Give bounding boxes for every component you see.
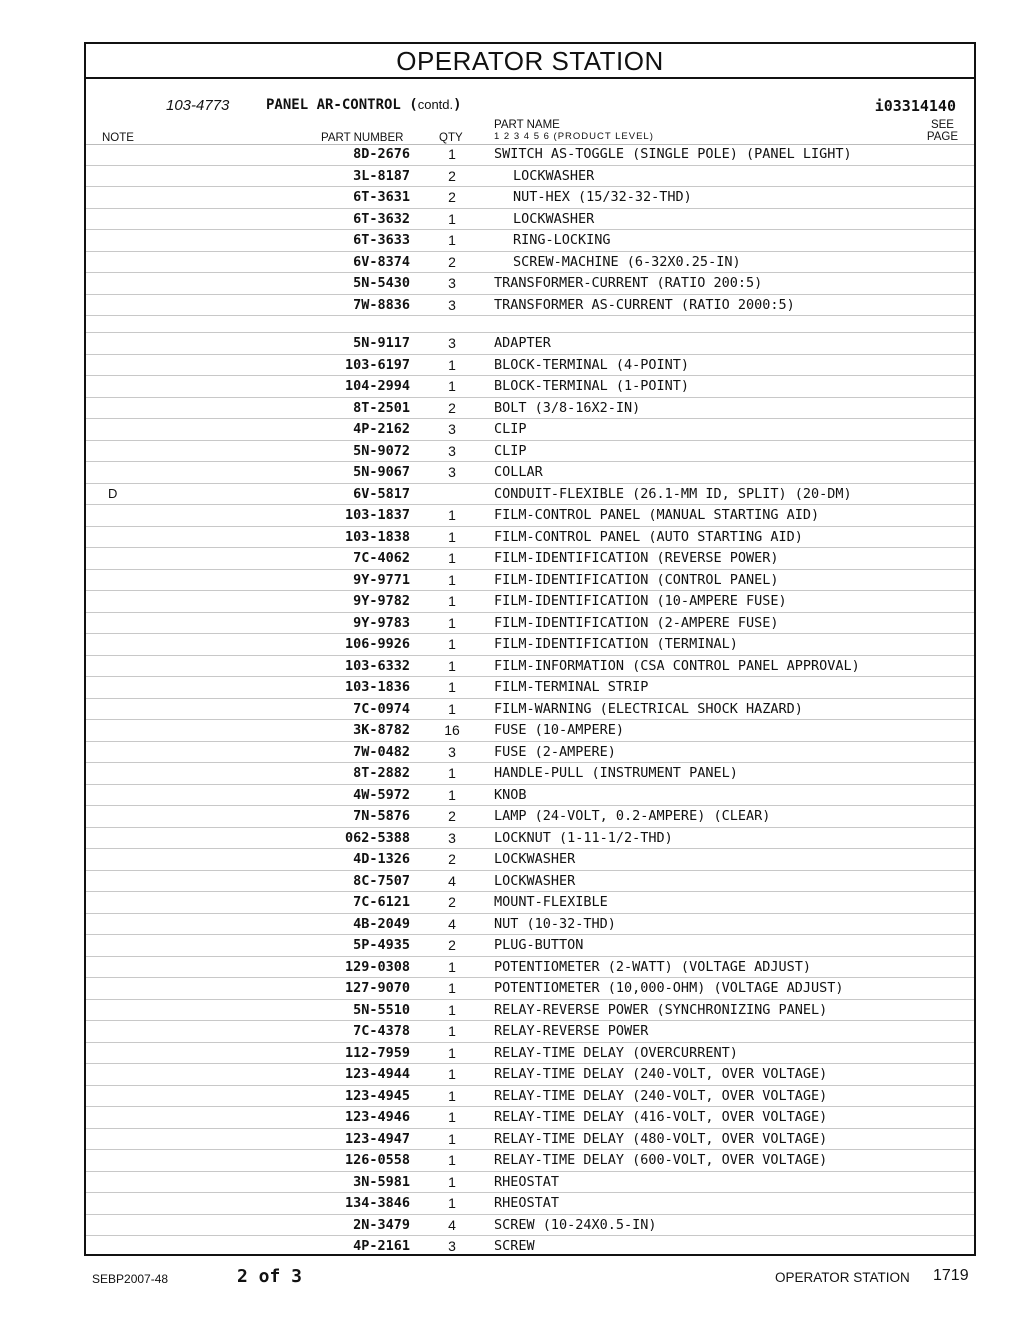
row-qty: 2: [448, 937, 456, 953]
row-part-number: 9Y-9782: [353, 593, 410, 609]
row-part-name: RELAY-TIME DELAY (416-VOLT, OVER VOLTAGE): [494, 1109, 828, 1125]
row-part-number: 3L-8187: [353, 167, 410, 184]
row-qty: 1: [448, 1023, 456, 1039]
row-part-name: RELAY-REVERSE POWER (SYNCHRONIZING PANEL): [494, 1001, 828, 1018]
row-part-number: 134-3846: [344, 1195, 410, 1211]
table-row: [86, 462, 974, 484]
table-row: [86, 1172, 974, 1194]
row-part-number: 5N-5430: [353, 275, 410, 291]
row-note: D: [108, 485, 118, 501]
row-part-number: 6T-3632: [353, 210, 410, 227]
row-part-number: 123-4944: [344, 1066, 410, 1082]
row-part-name: LOCKNUT (1-11-1/2-THD): [494, 829, 673, 846]
col-page: PAGE: [926, 131, 958, 143]
row-part-number: 8C-7507: [353, 872, 410, 889]
footer-section: OPERATOR STATION: [775, 1270, 910, 1285]
row-part-name: RHEOSTAT: [494, 1195, 560, 1211]
row-part-number: 8T-2882: [353, 765, 410, 781]
page-title: OPERATOR STATION: [86, 44, 974, 79]
row-qty: 1: [448, 528, 456, 545]
table-row: [86, 166, 974, 188]
row-part-name: FILM-IDENTIFICATION (10-AMPERE FUSE): [494, 593, 787, 609]
parts-table: [86, 144, 974, 1253]
table-row: [86, 849, 974, 871]
row-qty: 3: [448, 275, 456, 291]
row-part-name: FUSE (10-AMPERE): [494, 722, 625, 738]
row-part-number: 129-0308: [344, 958, 410, 975]
row-qty: 1: [448, 657, 456, 674]
row-part-name: MOUNT-FLEXIBLE: [494, 894, 608, 910]
row-qty: 1: [448, 765, 456, 781]
table-row: [86, 527, 974, 549]
row-part-number: 103-6332: [344, 657, 410, 674]
group-header: [86, 97, 974, 119]
row-qty: 2: [448, 399, 456, 416]
table-row: [86, 828, 974, 850]
table-row: [86, 1150, 974, 1172]
row-part-number: 5N-5510: [353, 1001, 410, 1018]
row-qty: 16: [444, 722, 460, 738]
page-of: 2 of 3: [237, 1266, 303, 1287]
row-part-number: 123-4946: [344, 1109, 410, 1125]
table-row: [86, 1215, 974, 1237]
row-part-number: 127-9070: [344, 980, 410, 996]
table-row: [86, 209, 974, 231]
row-part-number: 062-5388: [344, 829, 410, 846]
table-row: [86, 591, 974, 613]
row-qty: 1: [448, 980, 456, 996]
row-qty: 3: [448, 335, 456, 351]
table-row: [86, 935, 974, 957]
table-row: [86, 333, 974, 355]
table-row: [86, 763, 974, 785]
table-row: [86, 677, 974, 699]
row-part-name: FILM-CONTROL PANEL (MANUAL STARTING AID): [494, 507, 820, 523]
table-row: [86, 699, 974, 721]
row-part-name: SCREW-MACHINE (6-32X0.25-IN): [513, 253, 741, 270]
row-part-number: 4B-2049: [353, 915, 410, 932]
row-qty: 1: [448, 700, 456, 717]
row-qty: 1: [448, 1195, 456, 1211]
table-row: [86, 355, 974, 377]
table-row: [86, 742, 974, 764]
row-part-number: 8T-2501: [353, 399, 410, 416]
table-row: [86, 441, 974, 463]
row-part-name: NUT (10-32-THD): [494, 915, 616, 932]
row-part-name: PLUG-BUTTON: [494, 937, 584, 953]
row-part-name: RELAY-TIME DELAY (240-VOLT, OVER VOLTAGE): [494, 1087, 828, 1104]
table-row: [86, 1193, 974, 1215]
row-part-name: FILM-CONTROL PANEL (AUTO STARTING AID): [494, 528, 803, 545]
table-row: [86, 295, 974, 317]
row-qty: 3: [448, 1238, 456, 1253]
row-part-name: FUSE (2-AMPERE): [494, 743, 616, 760]
row-part-number: 7C-4062: [353, 550, 410, 566]
row-part-number: 2N-3479: [353, 1216, 410, 1233]
row-part-name: RHEOSTAT: [494, 1173, 560, 1190]
row-part-name: FILM-IDENTIFICATION (TERMINAL): [494, 636, 738, 652]
table-row: [86, 720, 974, 742]
illustration-id: i03314140: [874, 97, 956, 115]
row-qty: 1: [448, 1130, 456, 1147]
row-qty: 1: [448, 1044, 456, 1061]
row-qty: 1: [448, 550, 456, 566]
row-part-number: 5N-9072: [353, 442, 410, 459]
contd-open: (: [400, 97, 418, 113]
table-row: [86, 634, 974, 656]
row-qty: 1: [448, 1066, 456, 1082]
row-part-name: LOCKWASHER: [494, 851, 576, 867]
col-see-page: [927, 119, 958, 143]
table-row: [86, 1021, 974, 1043]
row-part-number: 8D-2676: [353, 146, 410, 162]
table-row: [86, 570, 974, 592]
table-row: [86, 252, 974, 274]
row-part-number: 126-0558: [344, 1152, 410, 1168]
table-row: [86, 1236, 974, 1253]
row-qty: 1: [448, 146, 456, 162]
row-qty: 1: [448, 1152, 456, 1168]
table-row: [86, 144, 974, 166]
document-id: SEBP2007-48: [92, 1272, 169, 1286]
page-number: 1719: [933, 1267, 969, 1284]
row-part-name: BLOCK-TERMINAL (1-POINT): [494, 378, 690, 394]
table-row: [86, 187, 974, 209]
row-qty: 1: [448, 356, 456, 373]
table-row: [86, 230, 974, 252]
row-part-number: 3K-8782: [353, 722, 410, 738]
row-part-number: 106-9926: [344, 636, 410, 652]
row-part-name: FILM-IDENTIFICATION (REVERSE POWER): [494, 550, 779, 566]
group-part-number: 103-4773: [166, 97, 230, 114]
group-name-line: [266, 97, 462, 113]
row-part-name: RELAY-TIME DELAY (240-VOLT, OVER VOLTAGE): [494, 1066, 828, 1082]
table-row: [86, 419, 974, 441]
row-qty: 1: [448, 636, 456, 652]
row-part-number: 7C-0974: [353, 700, 410, 717]
table-row: [86, 806, 974, 828]
row-part-number: 6T-3633: [353, 232, 410, 248]
row-qty: 3: [448, 743, 456, 760]
table-row: [86, 613, 974, 635]
row-part-number: 7C-6121: [353, 894, 410, 910]
contd-close: ): [453, 97, 462, 113]
row-qty: 2: [448, 894, 456, 910]
row-part-number: 7N-5876: [353, 808, 410, 824]
row-part-name: FILM-WARNING (ELECTRICAL SHOCK HAZARD): [494, 700, 803, 717]
row-qty: 3: [448, 421, 456, 437]
row-qty: 1: [448, 507, 456, 523]
table-row: [86, 1043, 974, 1065]
row-part-number: 104-2994: [344, 378, 410, 394]
row-qty: 3: [448, 829, 456, 846]
row-qty: 2: [448, 851, 456, 867]
table-row: [86, 548, 974, 570]
row-part-name: CLIP: [494, 421, 527, 437]
group-name: PANEL AR-CONTROL: [266, 97, 401, 113]
table-row: [86, 1129, 974, 1151]
row-part-number: 5N-9067: [353, 464, 410, 480]
row-part-number: 4P-2161: [353, 1238, 410, 1253]
row-part-number: 4D-1326: [353, 851, 410, 867]
row-part-name: BLOCK-TERMINAL (4-POINT): [494, 356, 690, 373]
row-part-number: 6T-3631: [353, 189, 410, 205]
row-part-number: 5N-9117: [353, 335, 410, 351]
col-product-levels: 1 2 3 4 5 6 (PRODUCT LEVEL): [494, 131, 654, 142]
table-row: [86, 656, 974, 678]
col-part-number: PART NUMBER: [321, 132, 404, 144]
row-part-name: RING-LOCKING: [513, 232, 611, 248]
row-part-name: ADAPTER: [494, 335, 551, 351]
row-part-name: BOLT (3/8-16X2-IN): [494, 399, 641, 416]
row-part-number: 7W-8836: [353, 296, 410, 313]
row-part-name: FILM-IDENTIFICATION (CONTROL PANEL): [494, 571, 779, 588]
col-qty: QTY: [439, 132, 463, 144]
table-row: [86, 398, 974, 420]
table-row: [86, 1064, 974, 1086]
row-qty: 2: [448, 189, 456, 205]
table-row: [86, 376, 974, 398]
table-row: [86, 1086, 974, 1108]
row-qty: 3: [448, 296, 456, 313]
table-row: [86, 505, 974, 527]
row-part-name: RELAY-REVERSE POWER: [494, 1023, 649, 1039]
row-part-number: 9Y-9771: [353, 571, 410, 588]
row-qty: 1: [448, 679, 456, 695]
row-part-name: CLIP: [494, 442, 527, 459]
row-part-name: SWITCH AS-TOGGLE (SINGLE POLE) (PANEL LIGHT): [494, 146, 852, 162]
table-row: [86, 484, 974, 506]
row-qty: 4: [448, 915, 456, 932]
row-part-number: 9Y-9783: [353, 614, 410, 631]
row-qty: 1: [448, 786, 456, 803]
row-qty: 1: [448, 571, 456, 588]
row-part-number: 6V-8374: [353, 253, 410, 270]
row-part-number: 112-7959: [344, 1044, 410, 1061]
col-part-name: PART NAME: [494, 119, 560, 131]
row-part-name: NUT-HEX (15/32-32-THD): [513, 189, 692, 205]
row-qty: 1: [448, 1109, 456, 1125]
table-row: [86, 273, 974, 295]
row-qty: 4: [448, 872, 456, 889]
row-part-name: TRANSFORMER AS-CURRENT (RATIO 2000:5): [494, 296, 795, 313]
row-part-number: 4W-5972: [353, 786, 410, 803]
row-part-number: 7C-4378: [353, 1023, 410, 1039]
row-part-name: FILM-TERMINAL STRIP: [494, 679, 649, 695]
row-part-name: HANDLE-PULL (INSTRUMENT PANEL): [494, 765, 738, 781]
row-part-number: 7W-0482: [353, 743, 410, 760]
page-footer: [0, 1266, 1020, 1296]
table-row: [86, 978, 974, 1000]
row-part-name: SCREW (10-24X0.5-IN): [494, 1216, 657, 1233]
row-part-number: 103-1838: [344, 528, 410, 545]
table-row: [86, 1000, 974, 1022]
row-part-number: 5P-4935: [353, 937, 410, 953]
row-part-name: RELAY-TIME DELAY (600-VOLT, OVER VOLTAGE): [494, 1152, 828, 1168]
row-qty: 2: [448, 253, 456, 270]
row-qty: 1: [448, 210, 456, 227]
col-note: NOTE: [102, 132, 134, 144]
row-part-name: RELAY-TIME DELAY (480-VOLT, OVER VOLTAGE): [494, 1130, 828, 1147]
row-qty: 1: [448, 614, 456, 631]
table-row: [86, 1107, 974, 1129]
row-part-name: POTENTIOMETER (2-WATT) (VOLTAGE ADJUST): [494, 958, 811, 975]
row-part-name: LAMP (24-VOLT, 0.2-AMPERE) (CLEAR): [494, 808, 771, 824]
row-qty: 1: [448, 232, 456, 248]
blank-row: [86, 316, 974, 333]
row-part-number: 123-4947: [344, 1130, 410, 1147]
row-qty: 1: [448, 593, 456, 609]
row-part-number: 6V-5817: [353, 485, 410, 502]
row-part-name: KNOB: [494, 786, 527, 803]
row-part-name: LOCKWASHER: [494, 872, 576, 889]
row-qty: 2: [448, 808, 456, 824]
row-part-number: 103-1837: [344, 507, 410, 523]
row-qty: 1: [448, 1087, 456, 1104]
row-part-name: CONDUIT-FLEXIBLE (26.1-MM ID, SPLIT) (20-DM): [494, 485, 852, 502]
row-part-name: TRANSFORMER-CURRENT (RATIO 200:5): [494, 275, 763, 291]
table-row: [86, 914, 974, 936]
contd-label: contd.: [417, 97, 454, 112]
row-qty: 2: [448, 167, 456, 184]
row-part-name: FILM-INFORMATION (CSA CONTROL PANEL APPROVAL): [494, 657, 860, 674]
row-qty: 1: [448, 1173, 456, 1190]
row-part-name: COLLAR: [494, 464, 543, 480]
table-row: [86, 785, 974, 807]
col-see: SEE: [930, 119, 954, 131]
row-part-name: RELAY-TIME DELAY (OVERCURRENT): [494, 1044, 738, 1061]
row-part-name: POTENTIOMETER (10,000-OHM) (VOLTAGE ADJUST): [494, 980, 844, 996]
row-part-name: FILM-IDENTIFICATION (2-AMPERE FUSE): [494, 614, 779, 631]
row-qty: 3: [448, 464, 456, 480]
row-qty: 4: [448, 1216, 456, 1233]
row-part-number: 123-4945: [344, 1087, 410, 1104]
row-qty: 1: [448, 1001, 456, 1018]
row-part-name: SCREW: [494, 1238, 535, 1253]
parts-list-frame: [84, 42, 976, 1256]
row-qty: 1: [448, 378, 456, 394]
row-qty: 1: [448, 958, 456, 975]
row-part-number: 103-1836: [344, 679, 410, 695]
row-part-name: LOCKWASHER: [513, 167, 595, 184]
row-part-number: 4P-2162: [353, 421, 410, 437]
row-part-name: LOCKWASHER: [513, 210, 595, 227]
row-qty: 3: [448, 442, 456, 459]
row-part-number: 103-6197: [344, 356, 410, 373]
table-row: [86, 957, 974, 979]
row-part-number: 3N-5981: [353, 1173, 410, 1190]
column-headers: [86, 119, 974, 145]
table-row: [86, 871, 974, 893]
table-row: [86, 892, 974, 914]
